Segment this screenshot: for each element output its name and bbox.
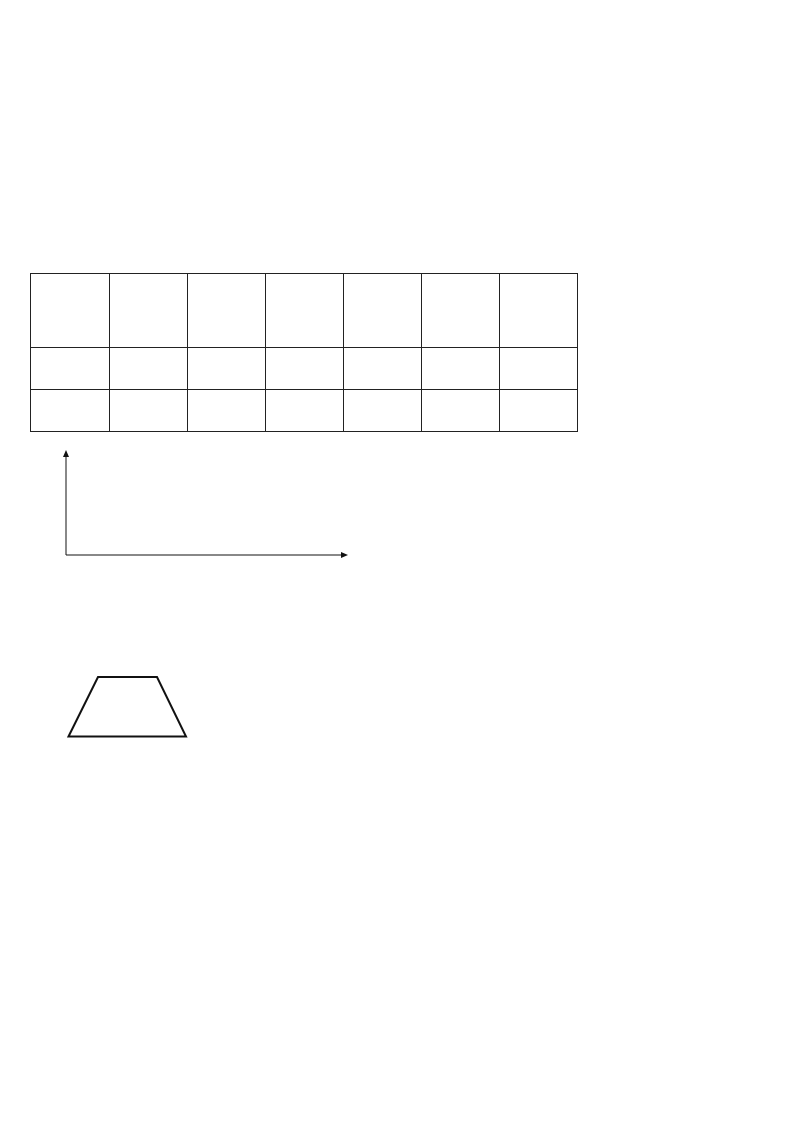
table-cell (266, 390, 344, 432)
table-row-sweater (31, 348, 578, 390)
x-axis-arrow (341, 552, 348, 558)
table-cell (500, 390, 578, 432)
table-cell (344, 390, 422, 432)
table-cell (110, 348, 188, 390)
trapezoid-shape (69, 677, 187, 737)
month-header (188, 274, 266, 348)
month-header (422, 274, 500, 348)
table-cell (188, 348, 266, 390)
blank-line-chart (30, 432, 360, 572)
table-cell (344, 348, 422, 390)
table-cell (188, 390, 266, 432)
month-header (266, 274, 344, 348)
table-corner-cell (31, 274, 110, 348)
row-name (31, 390, 110, 432)
table-cell (266, 348, 344, 390)
table-cell (500, 348, 578, 390)
table-row-shirt (31, 390, 578, 432)
month-header (344, 274, 422, 348)
y-axis-arrow (63, 450, 69, 457)
sales-table (30, 273, 578, 432)
square-grid (38, 616, 396, 770)
table-header-row (31, 274, 578, 348)
month-header (110, 274, 188, 348)
table-cell (422, 390, 500, 432)
month-header (500, 274, 578, 348)
table-cell (110, 390, 188, 432)
row-name (31, 348, 110, 390)
table-cell (422, 348, 500, 390)
